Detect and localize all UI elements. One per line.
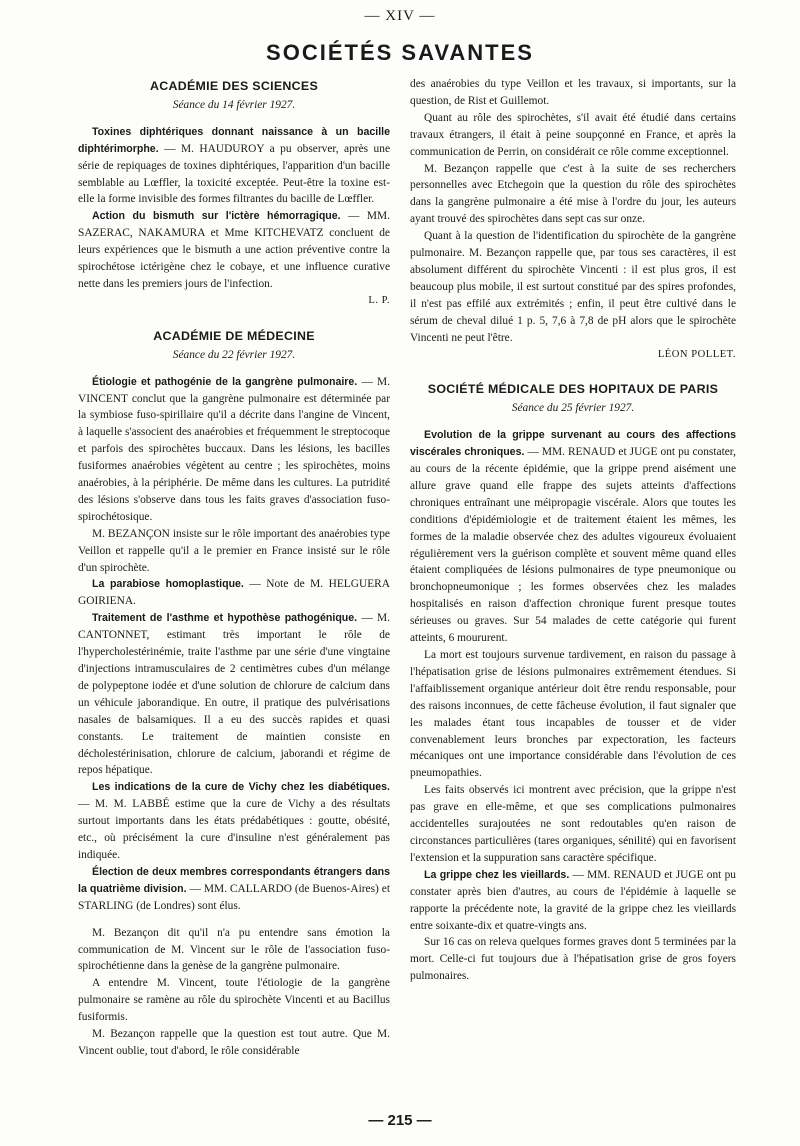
paragraph-lead: Evolution de la grippe survenant au cours des affections viscérales chroniques. xyxy=(410,429,736,459)
paragraph-lead: Traitement de l'asthme et hypothèse pathogénique. xyxy=(92,612,358,625)
paragraph: des anaérobies du type Veillon et les travaux, si importants, sur la question, de Rist et Guillemot. xyxy=(410,78,736,107)
paragraph: Action du bismuth sur l'ictère hémorragique. — MM. SAZERAC, NAKAMURA et Mme KITCHEVATZ concluent de leurs expériences que le bismuth a une action préventive contre la spirochétose ictérigène chez le cobaye, et une influence curative nette dans les premiers jours de l'infection. xyxy=(78,210,390,290)
paragraph: M. Bezançon dit qu'il n'a pu entendre sans émotion la communication de M. Vincent sur le rôle de l'association fuso-spirochétienne dans la genèse de la gangrène pulmonaire. xyxy=(78,926,390,973)
paragraph: M. BEZANÇON insiste sur le rôle important des anaérobies type Veillon et rappelle qu'il a le premier en France insisté sur le rôle d'un spirochète. xyxy=(78,527,390,574)
section-title-societe-medicale: SOCIÉTÉ MÉDICALE DES HOPITAUX DE PARIS xyxy=(427,382,719,397)
paragraph: Toxines diphtériques donnant naissance à un bacille diphtérimorphe. — M. HAUDUROY a pu observer, après une série de repiquages de toxines diphtériques, l'apparition d'un bacille semblable au Lœffler, la toxicité exceptée. Peut-être la toxine est-elle la forme invisible des formes filtrantes du bacille de Lœffler. xyxy=(78,125,390,206)
paragraph: La parabiose homoplastique. — Note de M. HELGUERA GOIRIENA. xyxy=(78,578,390,608)
paragraph: Quant au rôle des spirochètes, s'il avait été étudié dans certains travaux étrangers, il était à peine soupçonné en France, et après la communication de Perrin, on considérait ce rôle comme exceptionnel. xyxy=(410,111,736,158)
section-title-academie-medecine: ACADÉMIE DE MÉDECINE xyxy=(153,328,315,343)
section-title-academie-sciences: ACADÉMIE DES SCIENCES xyxy=(149,79,319,93)
section-date: Séance du 14 février 1927. xyxy=(172,98,296,111)
paragraph: La grippe chez les vieillards. — MM. RENAUD et JUGE ont pu constater après bien d'autres, au cours de l'épidémie à laquelle se rapporte la précédente note, la gravité de la grippe chez les vieillards entre soixante-dix et quatre-vingts ans. xyxy=(410,868,736,932)
right-column xyxy=(410,76,736,985)
paragraph-lead: Étiologie et pathogénie de la gangrène pulmonaire. xyxy=(92,375,358,388)
paragraph-lead: Les indications de la cure de Vichy chez les diabétiques. xyxy=(92,781,390,794)
signature: L. P. xyxy=(368,294,390,306)
paragraph: A entendre M. Vincent, toute l'étiologie de la gangrène pulmonaire se ramène au rôle du spirochète Vincenti et au Bacillus fusiformis. xyxy=(78,977,390,1024)
paragraph: Les indications de la cure de Vichy chez les diabétiques. — M. M. LABBÉ estime que la cure de Vichy a des résultats surtout importants dans les états prédabétiques : goutte, obésité, etc., où précisément la cure d'insuline n'est généralement pas indiquée. xyxy=(78,781,390,861)
paragraph: M. Bezançon rappelle que la question est tout autre. Que M. Vincent oublie, tout d'abord, le rôle considérable xyxy=(78,1028,390,1057)
paragraph: Élection de deux membres correspondants étrangers dans la quatrième division. — MM. CALLARDO (de Buenos-Aires) et STARLING (de Londres) sont élus. xyxy=(78,865,390,912)
section-date: Séance du 25 février 1927. xyxy=(511,402,635,415)
journal-section-title: SOCIÉTÉS SAVANTES xyxy=(266,40,534,65)
paragraph: Traitement de l'asthme et hypothèse pathogénique. — M. CANTONNET, estimant très important le rôle de l'hypercholestérinémie, traite l'asthme par une série d'une vingtaine d'injections intramusculaires de 2 centimètres cubes d'un mélange de polypeptone iodée et d'une solution de chlorure de calcium dans un véhicule jaborandique. En outre, il pratique des pulvérisations nasales de balsamiques. Il a eu des succès rapides et quasi constants. Le traitement de maintien consiste en décholestérinisation, chlorure de calcium, jaborandi et régime de repos hépatique. xyxy=(78,612,390,777)
paragraph: M. Bezançon rappelle que c'est à la suite de ses recherchers personnelles avec Etchegoin que la question du rôle des spirochètes dans la gangrène pulmonaire a été mise à l'ordre du jour, les auteurs ayant trouvé des spirochètes dans sept cas sur onze. xyxy=(410,162,736,226)
signature: LÉON POLLET. xyxy=(657,348,736,360)
paragraph: Evolution de la grippe survenant au cours des affections viscérales chroniques. — MM. RENAUD et JUGE ont pu constater, au cours de la récente épidémie, que la grippe prend aisément une allure grave quand elle frappe des sujets atteints d'affections chroniques entraînant une méipropagie viscérale. Alors que toutes les conditions d'épidémiologie et de traitement étaient les mêmes, les formes de la maladie observée chez des adultes vigoureux évoluaient régulièrement vers la guérison complète et souvent même quand elles étaient compliquées de lésions pulmonaires de type pneumonique ou bronchopneumonique ; les formes observées chez les malades hospitalisés en raison d'affection chronique furent presque toutes sérieuses ou graves. Sur 54 malades de cette catégorie qui furent atteints, 6 moururent. xyxy=(410,429,736,645)
paragraph-lead: La grippe chez les vieillards. xyxy=(424,868,570,881)
paragraph: Les faits observés ici montrent avec précision, que la grippe n'est pas grave en elle-même, et que ses complications pulmonaires accidentelles surajoutées ne sont redoutables qu'en raison de circonstances particulières (tares organiques, sénilité) qui en favorisent l'extension et la suppuration sans caractère spécifique. xyxy=(410,784,736,864)
paragraph: La mort est toujours survenue tardivement, en raison du passage à l'hépatisation grise de lésions pulmonaires extrêmement étendues. Si l'affaiblissement organique antérieur doit être rendu responsable, pour des raisons inconnues, de cette fâcheuse évolution, il faut signaler que les malades étant tous incapables de tousser et de vider convenablement leurs bronches par expectoration, les facteurs mécaniques ont une importance considérable dans l'évolution de ces pneumopathies. xyxy=(410,649,736,780)
paragraph-lead: Toxines diphtériques donnant naissance à un bacille diphtérimorphe. xyxy=(78,125,390,155)
page-number-roman: — XIV — xyxy=(364,8,436,24)
paragraph: Quant à la question de l'identification du spirochète de la gangrène pulmonaire. M. Bezançon rappelle que, par tous ses caractères, il est absolument différent du spirochète Vincenti : il est plus gros, il est beaucoup plus mobile, il est surtout constitué par des spires profondes, il n'est pas effilé aux extrémités ; enfin, il peut être cultivé dans le sérum de cheval dilué 1 p. 5, 7,6 à 7,8 de pH alors que le spirochète Vincenti ne peut l'être. xyxy=(410,230,736,344)
paragraph: Étiologie et pathogénie de la gangrène pulmonaire. — M. VINCENT conclut que la gangrène pulmonaire est déterminée par la symbiose fuso-spirillaire qu'il a décrite dans l'angine de Vincent, à laquelle s'associent des anaérobies et fréquemment le streptocoque et parfois des spirochètes buccaux. Dans les lésions, les bacilles fusiformes anaérobies végètent au centre ; les spirochètes, moins anaérobies, à la périphérie. De même dans les cultures. La putridité des lésions s'observe dans tous les faits graves d'association fuso-spirochétosique. xyxy=(78,375,391,523)
paragraph-lead: Action du bismuth sur l'ictère hémorragique. xyxy=(92,210,341,223)
paragraph-lead: Élection de deux membres correspondants étrangers dans la quatrième division. xyxy=(78,865,390,895)
left-column xyxy=(78,76,390,1060)
page-number: — 215 — xyxy=(368,1112,432,1129)
section-date: Séance du 22 février 1927. xyxy=(172,348,296,361)
paragraph-lead: La parabiose homoplastique. xyxy=(92,578,244,591)
paragraph: Sur 16 cas on releva quelques formes graves dont 5 terminées par la mort. Celle-ci fut toujours due à l'hépatisation grise de gros foyers pulmonaires. xyxy=(410,936,736,983)
